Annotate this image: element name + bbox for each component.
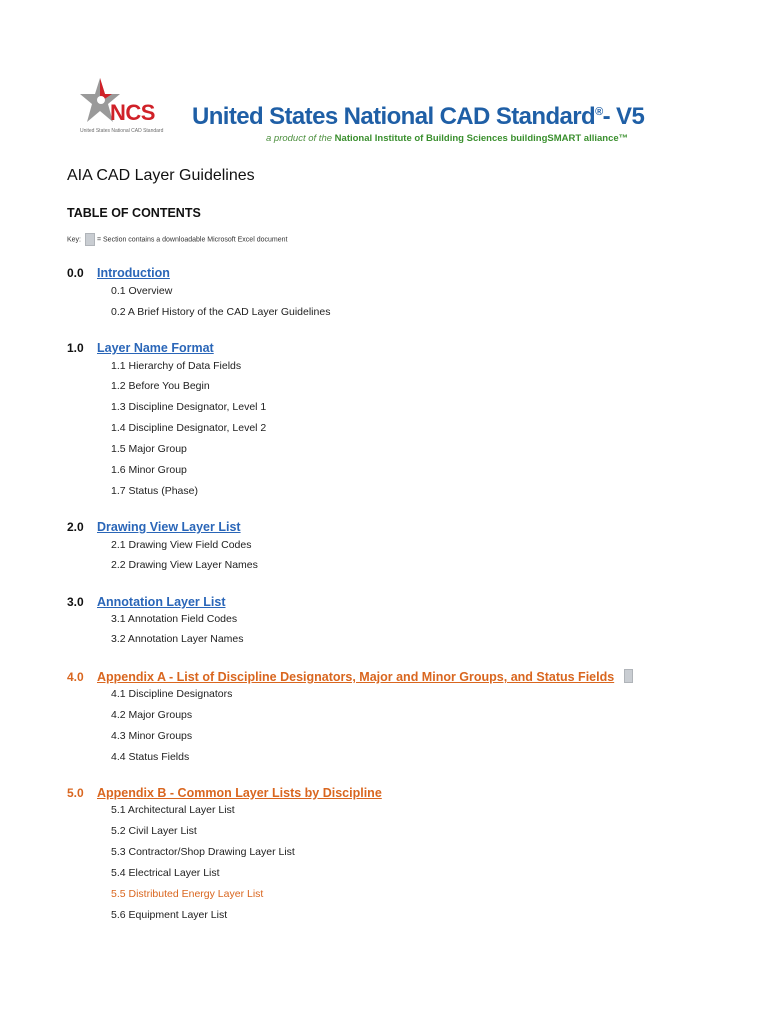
toc-item[interactable]: 1.1 Hierarchy of Data Fields [111, 360, 242, 372]
toc-item[interactable]: 2.2 Drawing View Layer Names [111, 559, 258, 571]
toc-item[interactable]: 4.1 Discipline Designators [111, 688, 233, 700]
section-link-drawing-view-layer-list[interactable]: Drawing View Layer List [97, 520, 241, 534]
toc-item[interactable]: 1.7 Status (Phase) [111, 485, 198, 497]
excel-document-icon[interactable] [624, 669, 633, 683]
toc-item[interactable]: 2.1 Drawing View Field Codes [111, 539, 252, 551]
key-legend [67, 233, 287, 246]
section-number: 3.0 [67, 595, 84, 609]
toc-item[interactable]: 0.1 Overview [111, 285, 173, 297]
ncs-logo [80, 76, 190, 138]
toc-section-appendix-b [67, 784, 382, 802]
section-link-appendix-a[interactable]: Appendix A - List of Discipline Designators, Major and Minor Groups, and Status Fields [97, 670, 615, 684]
toc-item[interactable]: 1.6 Minor Group [111, 464, 187, 476]
toc-item[interactable]: 4.2 Major Groups [111, 709, 193, 721]
toc-section-introduction [67, 264, 170, 282]
logo-subtitle: United States National CAD Standard [80, 128, 164, 134]
toc-item[interactable]: 5.1 Architectural Layer List [111, 804, 235, 816]
brand-version: - V5 [602, 103, 645, 130]
toc-item[interactable]: 3.2 Annotation Layer Names [111, 633, 244, 645]
key-label: Key: [67, 236, 82, 244]
toc-section-appendix-a [67, 668, 633, 686]
toc-item[interactable]: 3.1 Annotation Field Codes [111, 613, 238, 625]
logo-text: NCS [110, 100, 155, 125]
excel-document-icon [85, 233, 95, 246]
section-number: 2.0 [67, 520, 84, 534]
toc-heading: TABLE OF CONTENTS [67, 206, 201, 220]
toc-item[interactable]: 5.4 Electrical Layer List [111, 867, 220, 879]
toc-section-drawing-view-layer-list [67, 518, 241, 536]
toc-item[interactable]: 5.6 Equipment Layer List [111, 909, 228, 921]
registered-mark: ® [595, 106, 603, 118]
section-link-layer-name-format[interactable]: Layer Name Format [97, 341, 214, 355]
toc-item[interactable]: 5.2 Civil Layer List [111, 825, 197, 837]
section-number: 4.0 [67, 670, 84, 684]
tagline-org: National Institute of Building Sciences buildingSMART alliance™ [334, 133, 629, 144]
tagline-prefix: a product of the [266, 133, 333, 144]
key-text: = Section contains a downloadable Microsoft Excel document [96, 236, 288, 244]
section-link-introduction[interactable]: Introduction [97, 266, 170, 280]
section-link-annotation-layer-list[interactable]: Annotation Layer List [97, 595, 226, 609]
toc-item[interactable]: 5.3 Contractor/Shop Drawing Layer List [111, 846, 295, 858]
document-title: AIA CAD Layer Guidelines [67, 167, 255, 184]
toc-item[interactable]: 4.3 Minor Groups [111, 730, 193, 742]
toc-item[interactable]: 1.2 Before You Begin [111, 380, 210, 392]
section-number: 0.0 [67, 266, 84, 280]
toc-section-layer-name-format [67, 339, 214, 357]
toc-item[interactable]: 0.2 A Brief History of the CAD Layer Guidelines [111, 306, 331, 318]
section-number: 5.0 [67, 786, 84, 800]
brand-title-text: United States National CAD Standard [192, 103, 596, 130]
toc-item[interactable]: 1.5 Major Group [111, 443, 187, 455]
brand-header [80, 76, 645, 148]
toc-item[interactable]: 1.3 Discipline Designator, Level 1 [111, 401, 267, 413]
toc-item[interactable]: 4.4 Status Fields [111, 751, 190, 763]
section-link-appendix-b[interactable]: Appendix B - Common Layer Lists by Discipline [97, 786, 382, 800]
brand-title [192, 103, 644, 131]
toc-item-highlighted[interactable]: 5.5 Distributed Energy Layer List [111, 888, 264, 900]
toc-section-annotation-layer-list [67, 593, 225, 611]
toc-item[interactable]: 1.4 Discipline Designator, Level 2 [111, 422, 267, 434]
section-number: 1.0 [67, 341, 84, 355]
brand-tagline [266, 133, 628, 144]
